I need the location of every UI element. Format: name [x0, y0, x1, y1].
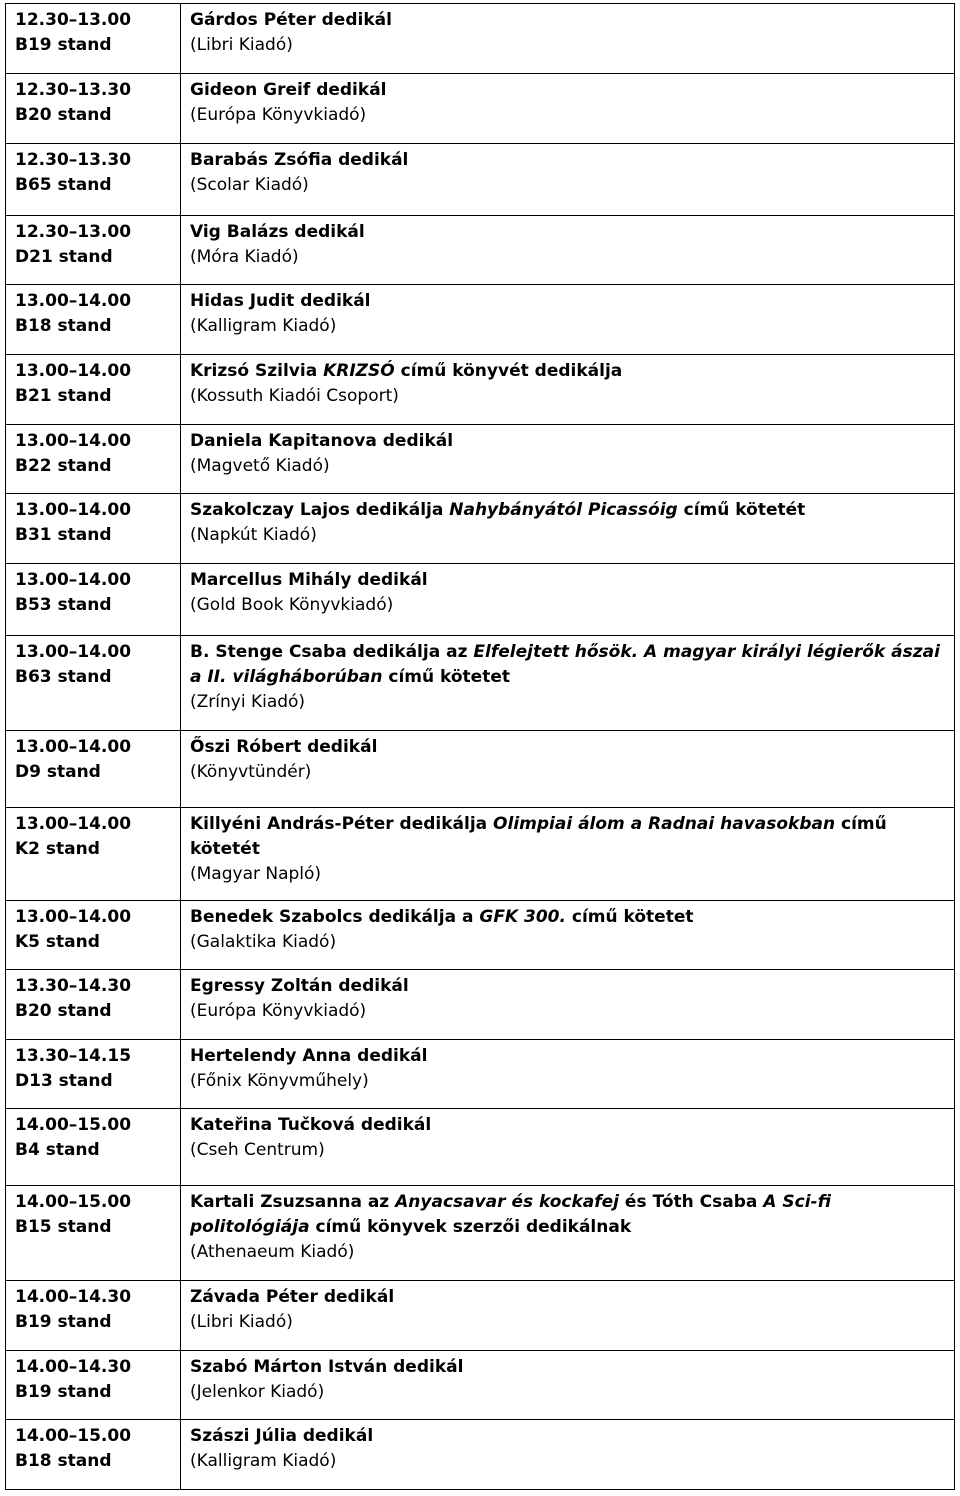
event-text: Killyéni András-Péter dedikálja — [190, 814, 494, 834]
time-cell — [6, 808, 181, 901]
time-range: 13.00–14.00 — [15, 642, 132, 662]
schedule-row — [6, 425, 955, 494]
stand-label: B18 stand — [15, 1451, 112, 1471]
event-text: és Tóth Csaba — [619, 1192, 764, 1212]
book-title: Anyacsavar és kockafej — [395, 1192, 620, 1212]
stand-label: D9 stand — [15, 762, 101, 782]
time-cell — [6, 4, 181, 74]
publisher-name: (Jelenkor Kiadó) — [190, 1382, 325, 1402]
time-cell — [6, 1109, 181, 1186]
event-text: Barabás Zsófia dedikál — [190, 150, 409, 170]
event-text: Daniela Kapitanova dedikál — [190, 431, 454, 451]
schedule-row — [6, 808, 955, 901]
event-description — [190, 1044, 946, 1069]
publisher-name: (Galaktika Kiadó) — [190, 932, 337, 952]
time-range: 14.00–15.00 — [15, 1192, 132, 1212]
stand-label: B4 stand — [15, 1140, 100, 1160]
book-title: GFK 300. — [479, 907, 566, 927]
event-cell — [181, 901, 955, 970]
time-range: 13.00–14.00 — [15, 431, 132, 451]
time-cell — [6, 1040, 181, 1109]
event-text: Kateřina Tučková dedikál — [190, 1115, 432, 1135]
event-cell — [181, 636, 955, 731]
publisher-name: (Kalligram Kiadó) — [190, 1451, 337, 1471]
event-description — [190, 905, 946, 930]
time-range: 12.30–13.30 — [15, 150, 132, 170]
publisher-name: (Kossuth Kiadói Csoport) — [190, 386, 399, 406]
schedule-row — [6, 144, 955, 216]
event-text: Egressy Zoltán dedikál — [190, 976, 409, 996]
event-text: című kötetet — [565, 907, 694, 927]
publisher-name: (Európa Könyvkiadó) — [190, 1001, 367, 1021]
time-cell — [6, 636, 181, 731]
time-cell — [6, 285, 181, 355]
time-range: 13.00–14.00 — [15, 737, 132, 757]
event-cell — [181, 1420, 955, 1490]
event-description — [190, 1285, 946, 1310]
event-text: Závada Péter dedikál — [190, 1287, 395, 1307]
schedule-row — [6, 1109, 955, 1186]
event-cell — [181, 731, 955, 808]
event-text: B. Stenge Csaba dedikálja az — [190, 642, 474, 662]
stand-label: B19 stand — [15, 35, 112, 55]
event-cell — [181, 74, 955, 144]
event-description — [190, 78, 946, 103]
event-text: című könyvét dedikálja — [394, 361, 623, 381]
time-cell — [6, 1351, 181, 1420]
publisher-name: (Athenaeum Kiadó) — [190, 1242, 355, 1262]
schedule-row — [6, 731, 955, 808]
event-text: Szakolczay Lajos dedikálja — [190, 500, 450, 520]
event-text: című könyvek szerzői dedikálnak — [309, 1217, 632, 1237]
stand-label: B63 stand — [15, 667, 112, 687]
publisher-name: (Gold Book Könyvkiadó) — [190, 595, 394, 615]
time-range: 13.30–14.15 — [15, 1046, 132, 1066]
stand-label: B18 stand — [15, 316, 112, 336]
event-cell — [181, 1351, 955, 1420]
event-description — [190, 289, 946, 314]
schedule-row — [6, 216, 955, 285]
event-text: című kötetet — [382, 667, 510, 687]
time-cell — [6, 494, 181, 564]
time-cell — [6, 355, 181, 425]
publisher-name: (Főnix Könyvműhely) — [190, 1071, 369, 1091]
time-cell — [6, 425, 181, 494]
stand-label: D21 stand — [15, 247, 113, 267]
event-text: Gárdos Péter dedikál — [190, 10, 392, 30]
book-title: A Sci-fi politológiája — [190, 1192, 831, 1237]
time-range: 12.30–13.30 — [15, 80, 132, 100]
time-range: 14.00–14.30 — [15, 1357, 132, 1377]
time-cell — [6, 1420, 181, 1490]
event-description — [190, 359, 946, 384]
event-cell — [181, 1281, 955, 1351]
publisher-name: (Magvető Kiadó) — [190, 456, 330, 476]
time-cell — [6, 901, 181, 970]
book-title: KRIZSÓ — [323, 361, 395, 381]
time-range: 13.30–14.30 — [15, 976, 132, 996]
publisher-name: (Európa Könyvkiadó) — [190, 105, 367, 125]
schedule-row — [6, 564, 955, 636]
book-title: Nahybányától Picassóig — [449, 500, 678, 520]
event-cell — [181, 144, 955, 216]
event-description — [190, 812, 946, 862]
event-cell — [181, 216, 955, 285]
schedule-row — [6, 285, 955, 355]
event-cell — [181, 285, 955, 355]
event-text: című kötetét — [190, 814, 887, 859]
event-text: Kartali Zsuzsanna az — [190, 1192, 396, 1212]
event-description — [190, 8, 946, 33]
event-text: Őszi Róbert dedikál — [190, 737, 378, 757]
stand-label: K2 stand — [15, 839, 100, 859]
time-range: 14.00–15.00 — [15, 1115, 132, 1135]
event-text: című kötetét — [677, 500, 806, 520]
event-cell — [181, 564, 955, 636]
schedule-table — [5, 3, 955, 1490]
event-cell — [181, 808, 955, 901]
event-cell — [181, 970, 955, 1040]
schedule-body — [6, 4, 955, 1490]
publisher-name: (Móra Kiadó) — [190, 247, 299, 267]
schedule-row — [6, 1281, 955, 1351]
schedule-row — [6, 636, 955, 731]
book-title: Elfelejtett hősök. A magyar királyi légierők ászai a II. világháborúban — [190, 642, 940, 687]
publisher-name: (Libri Kiadó) — [190, 35, 293, 55]
schedule-row — [6, 1186, 955, 1281]
event-cell — [181, 494, 955, 564]
event-description — [190, 1190, 946, 1240]
stand-label: B19 stand — [15, 1382, 112, 1402]
stand-label: B20 stand — [15, 1001, 112, 1021]
time-cell — [6, 731, 181, 808]
event-description — [190, 974, 946, 999]
time-cell — [6, 564, 181, 636]
event-description — [190, 1424, 946, 1449]
event-description — [190, 429, 946, 454]
event-text: Vig Balázs dedikál — [190, 222, 365, 242]
time-range: 12.30–13.00 — [15, 10, 132, 30]
event-description — [190, 1113, 946, 1138]
event-description — [190, 148, 946, 173]
stand-label: D13 stand — [15, 1071, 113, 1091]
event-description — [190, 640, 946, 690]
event-cell — [181, 4, 955, 74]
event-text: Krizsó Szilvia — [190, 361, 324, 381]
schedule-row — [6, 494, 955, 564]
time-cell — [6, 74, 181, 144]
stand-label: B22 stand — [15, 456, 112, 476]
schedule-row — [6, 1420, 955, 1490]
event-text: Hertelendy Anna dedikál — [190, 1046, 428, 1066]
publisher-name: (Zrínyi Kiadó) — [190, 692, 306, 712]
schedule-row — [6, 4, 955, 74]
time-range: 13.00–14.00 — [15, 361, 132, 381]
time-cell — [6, 1281, 181, 1351]
schedule-row — [6, 1040, 955, 1109]
event-cell — [181, 1040, 955, 1109]
time-cell — [6, 216, 181, 285]
event-description — [190, 498, 946, 523]
time-cell — [6, 144, 181, 216]
time-range: 14.00–15.00 — [15, 1426, 132, 1446]
time-range: 13.00–14.00 — [15, 570, 132, 590]
schedule-row — [6, 1351, 955, 1420]
event-description — [190, 735, 946, 760]
event-text: Benedek Szabolcs dedikálja a — [190, 907, 480, 927]
stand-label: B31 stand — [15, 525, 112, 545]
event-cell — [181, 1109, 955, 1186]
time-cell — [6, 970, 181, 1040]
publisher-name: (Cseh Centrum) — [190, 1140, 325, 1160]
schedule-row — [6, 355, 955, 425]
time-range: 13.00–14.00 — [15, 907, 132, 927]
stand-label: B19 stand — [15, 1312, 112, 1332]
event-text: Gideon Greif dedikál — [190, 80, 387, 100]
stand-label: B65 stand — [15, 175, 112, 195]
event-cell — [181, 1186, 955, 1281]
publisher-name: (Könyvtündér) — [190, 762, 312, 782]
event-text: Szabó Márton István dedikál — [190, 1357, 464, 1377]
schedule-row — [6, 901, 955, 970]
event-cell — [181, 425, 955, 494]
schedule-row — [6, 74, 955, 144]
event-text: Marcellus Mihály dedikál — [190, 570, 428, 590]
time-range: 14.00–14.30 — [15, 1287, 132, 1307]
schedule-row — [6, 970, 955, 1040]
event-description — [190, 568, 946, 593]
stand-label: K5 stand — [15, 932, 100, 952]
publisher-name: (Magyar Napló) — [190, 864, 322, 884]
time-range: 13.00–14.00 — [15, 291, 132, 311]
publisher-name: (Napkút Kiadó) — [190, 525, 317, 545]
time-range: 13.00–14.00 — [15, 500, 132, 520]
time-cell — [6, 1186, 181, 1281]
book-title: Olimpiai álom a Radnai havasokban — [493, 814, 836, 834]
time-range: 13.00–14.00 — [15, 814, 132, 834]
event-text: Szászi Júlia dedikál — [190, 1426, 374, 1446]
time-range: 12.30–13.00 — [15, 222, 132, 242]
stand-label: B15 stand — [15, 1217, 112, 1237]
event-description — [190, 220, 946, 245]
publisher-name: (Scolar Kiadó) — [190, 175, 309, 195]
publisher-name: (Kalligram Kiadó) — [190, 316, 337, 336]
publisher-name: (Libri Kiadó) — [190, 1312, 293, 1332]
event-cell — [181, 355, 955, 425]
event-description — [190, 1355, 946, 1380]
stand-label: B21 stand — [15, 386, 112, 406]
stand-label: B20 stand — [15, 105, 112, 125]
event-text: Hidas Judit dedikál — [190, 291, 371, 311]
stand-label: B53 stand — [15, 595, 112, 615]
